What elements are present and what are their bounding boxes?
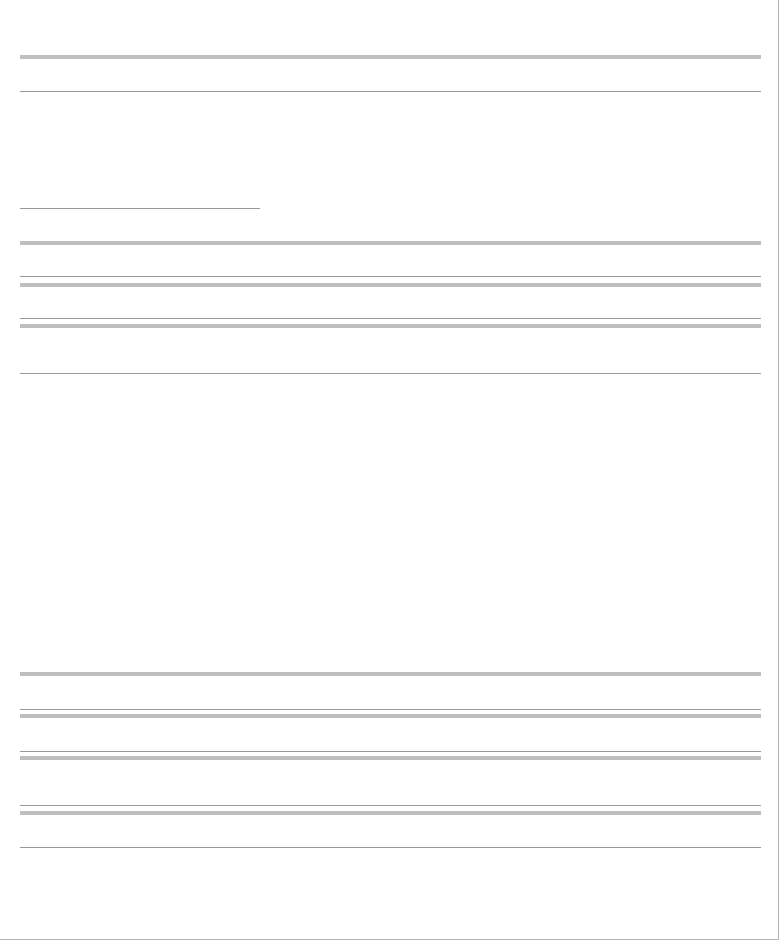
header-rule bbox=[20, 805, 761, 806]
section-divider bbox=[20, 55, 761, 59]
header-rule bbox=[20, 847, 761, 848]
section-divider bbox=[20, 714, 761, 718]
total-rule bbox=[20, 208, 260, 209]
header-rule bbox=[20, 373, 761, 374]
section-divider bbox=[20, 241, 761, 245]
section-divider bbox=[20, 811, 761, 815]
section-divider bbox=[20, 672, 761, 676]
header-rule bbox=[20, 751, 761, 752]
section-divider bbox=[20, 756, 761, 760]
header-rule bbox=[20, 276, 761, 277]
header-rule bbox=[20, 709, 761, 710]
section-divider bbox=[20, 324, 761, 328]
header-rule bbox=[20, 91, 761, 92]
header-rule bbox=[20, 318, 761, 319]
section-divider bbox=[20, 283, 761, 287]
